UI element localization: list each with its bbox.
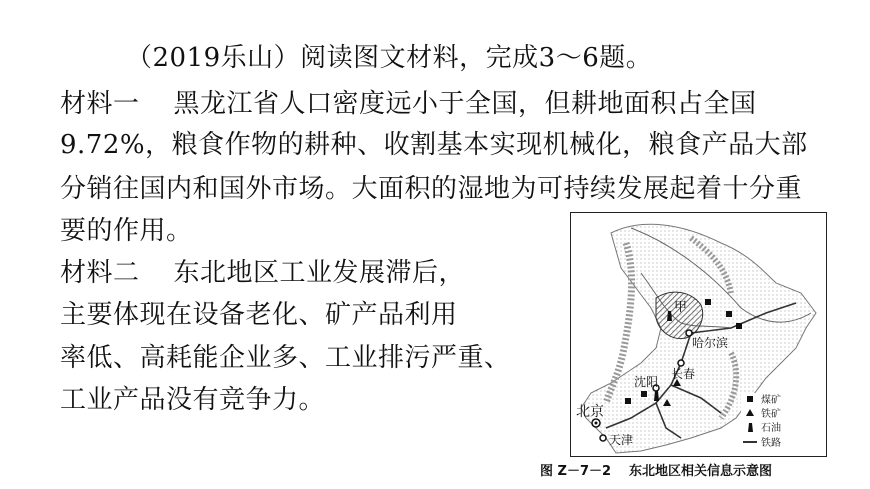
material2-line2: 主要体现在设备老化、矿产品利用 — [60, 300, 458, 330]
coal-mine-icon — [736, 323, 742, 329]
caption-title: 东北地区相关信息示意图 — [629, 464, 773, 479]
label-jia: 甲 — [674, 300, 688, 315]
changchun-city-icon — [678, 360, 684, 366]
label-harbin: 哈尔滨 — [692, 336, 729, 350]
coal-mine-icon — [705, 299, 711, 305]
material2-label: 材料二 — [60, 258, 140, 288]
material2-text: 东北地区工业发展滞后， — [173, 258, 466, 288]
material1-label: 材料一 — [60, 89, 140, 119]
legend — [741, 393, 823, 453]
beijing-city-core-icon — [595, 422, 598, 425]
northeast-map — [570, 212, 827, 457]
legend-coal-label: 煤矿 — [761, 395, 781, 406]
label-beijing: 北京 — [576, 404, 604, 420]
caption-number: 图 Z－7－2 — [540, 464, 612, 479]
material2-line1 — [60, 255, 465, 291]
map-drawing — [571, 213, 826, 456]
legend-iron-label: 铁矿 — [761, 409, 781, 420]
tianjin-city-icon — [600, 435, 606, 441]
coal-mine-icon — [625, 398, 631, 404]
coal-mine-icon — [726, 311, 732, 317]
material2-line4: 工业产品没有竞争力。 — [60, 385, 326, 415]
material1-line3: 分销往国内和国外市场。大面积的湿地为可持续发展起着十分重 — [60, 174, 803, 204]
material1-text: 黑龙江省人口密度远小于全国，但耕地面积占全国 — [173, 89, 757, 119]
material2-line3: 率低、高耗能企业多、工业排污严重、 — [60, 343, 511, 373]
figure-caption — [540, 460, 772, 479]
material1-line4: 要的作用。 — [60, 216, 193, 246]
legend-oil-label: 石油 — [761, 423, 781, 434]
material1-line1 — [60, 86, 757, 122]
label-shenyang: 沈阳 — [634, 375, 659, 389]
coal-mine-icon — [641, 391, 647, 397]
intro-line: （2019乐山）阅读图文材料，完成3～6题。 — [126, 43, 653, 73]
label-tianjin: 天津 — [609, 433, 634, 447]
label-changchun: 长春 — [671, 367, 696, 381]
material1-line2: 9.72%，粮食作物的耕种、收割基本实现机械化，粮食产品大部 — [60, 130, 808, 160]
legend-coal-icon — [747, 396, 753, 402]
legend-railway-label: 铁路 — [761, 438, 781, 449]
